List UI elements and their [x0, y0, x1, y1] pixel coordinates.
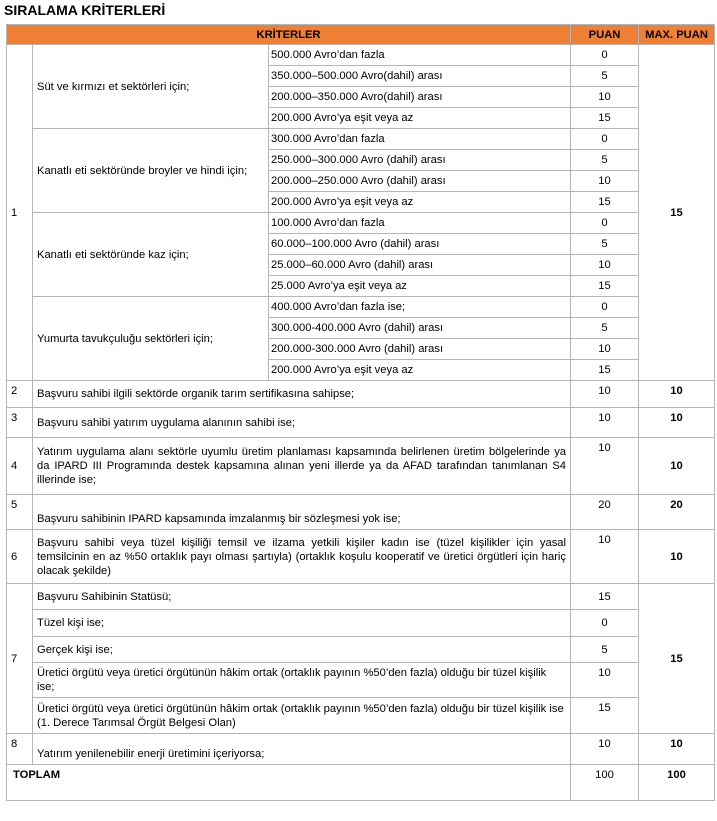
row-number: 3	[7, 408, 33, 438]
max-points-cell: 10	[639, 438, 715, 495]
row-number: 8	[7, 734, 33, 765]
criteria-text: Başvuru sahibi yatırım uygulama alanının sahibi ise;	[33, 408, 571, 438]
range-cell: 500.000 Avro’dan fazla	[269, 45, 571, 66]
points-cell: 10	[571, 171, 639, 192]
points-cell: 15	[571, 698, 639, 734]
group-label: Süt ve kırmızı et sektörleri için;	[33, 45, 269, 129]
group-label: Yumurta tavukçuluğu sektörleri için;	[33, 297, 269, 381]
points-cell: 5	[571, 150, 639, 171]
table-row	[7, 734, 715, 765]
range-cell: 350.000–500.000 Avro(dahil) arası	[269, 66, 571, 87]
max-points-cell: 10	[639, 408, 715, 438]
max-points-cell: 15	[639, 584, 715, 734]
range-cell: 250.000–300.000 Avro (dahil) arası	[269, 150, 571, 171]
header-points: PUAN	[571, 25, 639, 45]
table-row	[7, 297, 715, 318]
range-cell: 25.000 Avro’ya eşit veya az	[269, 276, 571, 297]
criteria-text: Gerçek kişi ise;	[33, 637, 571, 663]
points-cell: 5	[571, 66, 639, 87]
points-cell: 10	[571, 438, 639, 495]
header-criteria: KRİTERLER	[7, 25, 571, 45]
range-cell: 200.000 Avro’ya eşit veya az	[269, 360, 571, 381]
group-label: Kanatlı eti sektöründe kaz için;	[33, 213, 269, 297]
points-cell: 0	[571, 129, 639, 150]
table-row	[7, 408, 715, 438]
criteria-text: Üretici örgütü veya üretici örgütünün hâkim ortak (ortaklık payının %50’den fazla) olduğu bir tüzel kişilik ise;	[33, 663, 571, 698]
points-cell: 0	[571, 610, 639, 637]
points-cell: 10	[571, 255, 639, 276]
criteria-text: Yatırım yenilenebilir enerji üretimini içeriyorsa;	[33, 734, 571, 765]
table-row	[7, 584, 715, 610]
max-points-cell: 20	[639, 495, 715, 530]
table-row	[7, 698, 715, 734]
range-cell: 400.000 Avro’dan fazla ise;	[269, 297, 571, 318]
range-cell: 200.000–250.000 Avro (dahil) arası	[269, 171, 571, 192]
row-number: 4	[7, 438, 33, 495]
table-row	[7, 637, 715, 663]
points-cell: 10	[571, 339, 639, 360]
row-number: 2	[7, 381, 33, 408]
table-row	[7, 438, 715, 495]
range-cell: 300.000-400.000 Avro (dahil) arası	[269, 318, 571, 339]
range-cell: 200.000 Avro’ya eşit veya az	[269, 192, 571, 213]
points-cell: 0	[571, 213, 639, 234]
range-cell: 100.000 Avro’dan fazla	[269, 213, 571, 234]
row-number: 1	[7, 45, 33, 381]
table-row	[7, 45, 715, 66]
points-cell: 0	[571, 45, 639, 66]
points-cell: 5	[571, 318, 639, 339]
range-cell: 60.000–100.000 Avro (dahil) arası	[269, 234, 571, 255]
table-header	[7, 25, 715, 45]
criteria-text: Başvuru Sahibinin Statüsü;	[33, 584, 571, 610]
total-label: TOPLAM	[7, 765, 571, 801]
points-cell: 10	[571, 734, 639, 765]
page-title: SIRALAMA KRİTERLERİ	[4, 2, 166, 18]
criteria-text: Üretici örgütü veya üretici örgütünün hâkim ortak (ortaklık payının %50’den fazla) olduğu bir tüzel kişilik ise (1. Derece Tarımsal Örgüt Belgesi Olan)	[33, 698, 571, 734]
row-number: 5	[7, 495, 33, 530]
range-cell: 200.000 Avro’ya eşit veya az	[269, 108, 571, 129]
points-cell: 15	[571, 192, 639, 213]
total-max-points: 100	[639, 765, 715, 801]
max-points-cell: 10	[639, 530, 715, 584]
criteria-text: Başvuru sahibi ilgili sektörde organik tarım sertifikasına sahipse;	[33, 381, 571, 408]
points-cell: 15	[571, 108, 639, 129]
max-points-cell: 10	[639, 381, 715, 408]
points-cell: 10	[571, 663, 639, 698]
criteria-text: Başvuru sahibi veya tüzel kişiliği temsil ve ilzama yetkili kişiler kadın ise (tüzel kişilikler için yasal temsilcinin en az %50 ortaklık payı olması şartıyla) (ortaklık koşulu kooperatif ve üretici örgütleri için hariç olacak şekilde)	[33, 530, 571, 584]
range-cell: 300.000 Avro’dan fazla	[269, 129, 571, 150]
table-row	[7, 610, 715, 637]
criteria-text: Başvuru sahibinin IPARD kapsamında imzalanmış bir sözleşmesi yok ise;	[33, 495, 571, 530]
total-row	[7, 765, 715, 801]
table-row	[7, 129, 715, 150]
row-number: 6	[7, 530, 33, 584]
criteria-table	[6, 24, 715, 801]
max-points-cell: 15	[639, 45, 715, 381]
row-number: 7	[7, 584, 33, 734]
total-points: 100	[571, 765, 639, 801]
table-row	[7, 530, 715, 584]
range-cell: 200.000-300.000 Avro (dahil) arası	[269, 339, 571, 360]
table-row	[7, 213, 715, 234]
points-cell: 5	[571, 234, 639, 255]
points-cell: 0	[571, 297, 639, 318]
table-row	[7, 495, 715, 530]
table-row	[7, 381, 715, 408]
criteria-text: Tüzel kişi ise;	[33, 610, 571, 637]
range-cell: 200.000–350.000 Avro(dahil) arası	[269, 87, 571, 108]
points-cell: 5	[571, 637, 639, 663]
header-max-points: MAX. PUAN	[639, 25, 715, 45]
points-cell: 20	[571, 495, 639, 530]
points-cell: 15	[571, 584, 639, 610]
points-cell: 10	[571, 381, 639, 408]
max-points-cell: 10	[639, 734, 715, 765]
range-cell: 25.000–60.000 Avro (dahil) arası	[269, 255, 571, 276]
points-cell: 15	[571, 276, 639, 297]
group-label: Kanatlı eti sektöründe broyler ve hindi için;	[33, 129, 269, 213]
points-cell: 10	[571, 530, 639, 584]
points-cell: 15	[571, 360, 639, 381]
criteria-text: Yatırım uygulama alanı sektörle uyumlu üretim planlaması kapsamında belirlenen üretim bölgelerinde ya da IPARD III Programında destek kapsamına alınan yeni illerde ya da AFAD tarafından tanımlanan S4 illerinde ise;	[33, 438, 571, 495]
points-cell: 10	[571, 408, 639, 438]
points-cell: 10	[571, 87, 639, 108]
table-row	[7, 663, 715, 698]
